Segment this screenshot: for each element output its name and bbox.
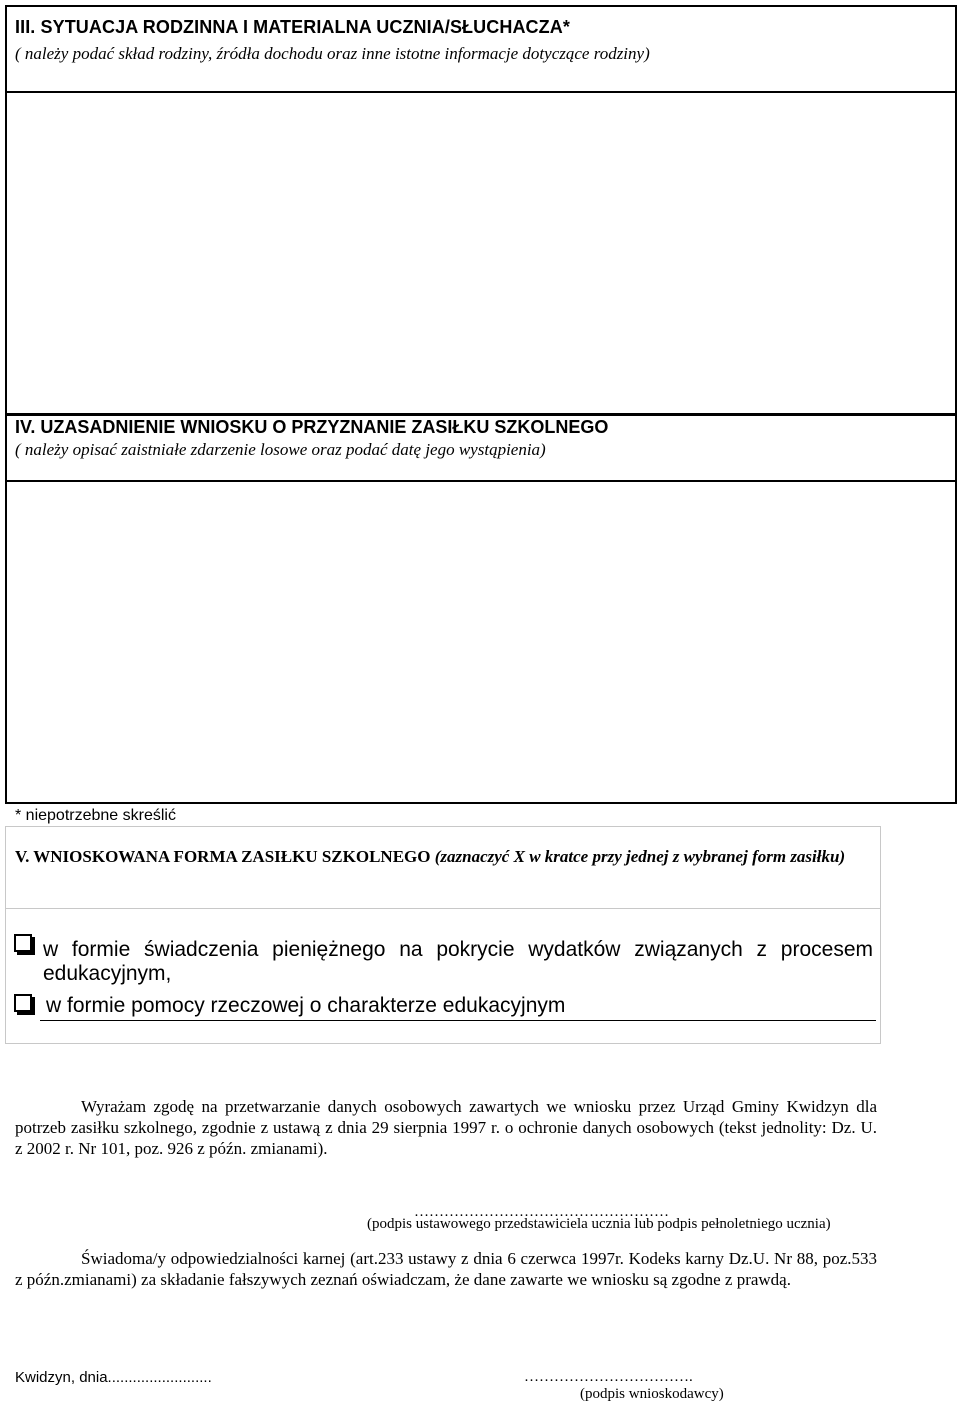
options-underline xyxy=(40,1020,876,1021)
section3-subtitle: ( należy podać skład rodziny, źródła dochodu oraz inne istotne informacje dotyczące rodziny) xyxy=(15,44,650,63)
section5-header-divider xyxy=(5,908,881,909)
section3-title: III. SYTUACJA RODZINNA I MATERIALNA UCZNIA/SŁUCHACZA* xyxy=(15,17,570,37)
section4-title: IV. UZASADNIENIE WNIOSKU O PRZYZNANIE ZASIŁKU SZKOLNEGO xyxy=(15,417,609,437)
criminal-liability-declaration: Świadoma/y odpowiedzialności karnej (art.233 ustawy z dnia 6 czerwca 1997r. Kodeks karny Dz.U. Nr 88, poz.533 z późn.zmianami) za składanie fałszywych zeznań oświadczam, że dane zawarte we wniosku są zgodne z prawdą. xyxy=(15,1249,877,1289)
footnote: * niepotrzebne skreślić xyxy=(15,807,176,824)
representative-signature-label: (podpis ustawowego przedstawiciela ucznia lub podpis pełnoletniego ucznia) xyxy=(367,1216,831,1232)
option-material-label: w formie pomocy rzeczowej o charakterze edukacyjnym xyxy=(46,994,566,1017)
option-money-label: w formie świadczenia pieniężnego na pokrycie wydatków związanych z procesem edukacyjnym, xyxy=(43,938,873,985)
section5-heading xyxy=(15,846,877,868)
section4-header-divider xyxy=(5,480,957,482)
applicant-signature-label: (podpis wnioskodawcy) xyxy=(580,1386,724,1402)
applicant-signature-line[interactable]: ……………………………. xyxy=(524,1369,693,1385)
family-situation-box xyxy=(5,5,957,415)
section5-title: V. WNIOSKOWANA FORMA ZASIŁKU SZKOLNEGO xyxy=(15,847,431,866)
representative-signature-line[interactable]: …………………………………………… xyxy=(414,1204,669,1220)
section4-subtitle: ( należy opisać zaistniałe zdarzenie losowe oraz podać datę jego wystąpienia) xyxy=(15,440,546,459)
section5-instruction: (zaznaczyć X w kratce przy jednej z wybranej form zasiłku) xyxy=(434,847,846,866)
option-material-checkbox[interactable] xyxy=(14,994,32,1012)
place-date-field[interactable]: Kwidzyn, dnia......................... xyxy=(15,1369,212,1386)
option-money-checkbox[interactable] xyxy=(14,934,32,952)
data-processing-consent: Wyrażam zgodę na przetwarzanie danych osobowych zawartych we wniosku przez Urząd Gminy Kwidzyn dla potrzeb zasiłku szkolnego, zgodnie z ustawą z dnia 29 sierpnia 1997 r. o ochronie danych osobowych (tekst jednolity: Dz. U. z 2002 r. Nr 101, poz. 926 z późn. zmianami). xyxy=(15,1097,877,1158)
section3-header-divider xyxy=(5,91,957,93)
justification-box xyxy=(5,414,957,804)
